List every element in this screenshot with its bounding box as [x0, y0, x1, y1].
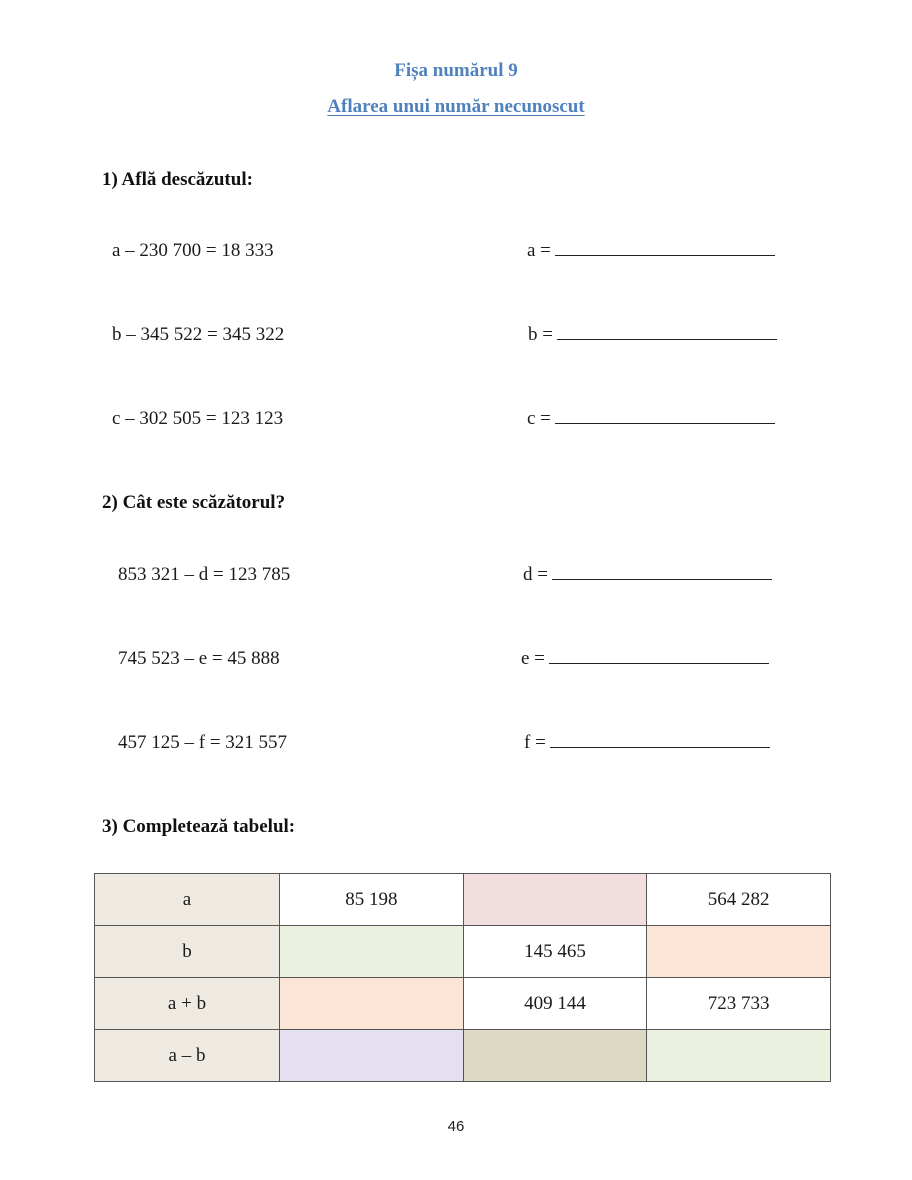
table-row-difference — [95, 1030, 831, 1082]
table-row-b — [95, 926, 831, 978]
page-title: Fișa numărul 9 — [394, 60, 518, 81]
row-label-difference: a – b — [95, 1030, 280, 1082]
fill-table — [94, 873, 831, 1082]
answer-b[interactable] — [528, 324, 777, 346]
table-cell[interactable]: 409 144 — [463, 978, 647, 1030]
answer-d-blank[interactable] — [552, 565, 772, 580]
equation-b: b – 345 522 = 345 322 — [112, 324, 285, 345]
row-label-sum: a + b — [95, 978, 280, 1030]
answer-c-label: c = — [527, 408, 551, 429]
table-cell[interactable] — [280, 978, 464, 1030]
table-cell[interactable] — [280, 1030, 464, 1082]
table-cell[interactable]: 723 733 — [647, 978, 831, 1030]
answer-f[interactable] — [524, 732, 770, 754]
page-number: 46 — [447, 1118, 465, 1135]
table-cell[interactable]: 145 465 — [463, 926, 647, 978]
equation-c: c – 302 505 = 123 123 — [112, 408, 284, 429]
table-cell[interactable]: 564 282 — [647, 874, 831, 926]
row-label-b: b — [95, 926, 280, 978]
section-1-heading: 1) Află descăzutul: — [102, 169, 253, 190]
row-label-a: a — [95, 874, 280, 926]
answer-a-label: a = — [527, 240, 551, 261]
equation-a: a – 230 700 = 18 333 — [112, 240, 274, 261]
answer-b-label: b = — [528, 324, 553, 345]
section-3-heading: 3) Completează tabelul: — [102, 816, 296, 837]
answer-e-blank[interactable] — [549, 649, 769, 664]
table-cell[interactable] — [463, 1030, 647, 1082]
answer-a[interactable] — [527, 240, 775, 262]
answer-f-label: f = — [524, 732, 546, 753]
equation-f: 457 125 – f = 321 557 — [118, 732, 288, 753]
table-cell[interactable] — [647, 1030, 831, 1082]
page-subtitle: Aflarea unui număr necunoscut — [327, 96, 585, 117]
table-cell[interactable] — [647, 926, 831, 978]
answer-f-blank[interactable] — [550, 733, 770, 748]
equation-e: 745 523 – e = 45 888 — [118, 648, 280, 669]
answer-d-label: d = — [523, 564, 548, 585]
table-cell[interactable] — [463, 874, 647, 926]
answer-c[interactable] — [527, 408, 775, 430]
answer-e-label: e = — [521, 648, 545, 669]
answer-d[interactable] — [523, 564, 772, 586]
section-2-heading: 2) Cât este scăzătorul? — [102, 492, 286, 513]
answer-e[interactable] — [521, 648, 769, 670]
answer-b-blank[interactable] — [557, 325, 777, 340]
equation-d: 853 321 – d = 123 785 — [118, 564, 291, 585]
table-row-a — [95, 874, 831, 926]
table-cell[interactable] — [280, 926, 464, 978]
answer-a-blank[interactable] — [555, 241, 775, 256]
table-row-sum — [95, 978, 831, 1030]
answer-c-blank[interactable] — [555, 409, 775, 424]
table-cell[interactable]: 85 198 — [280, 874, 464, 926]
